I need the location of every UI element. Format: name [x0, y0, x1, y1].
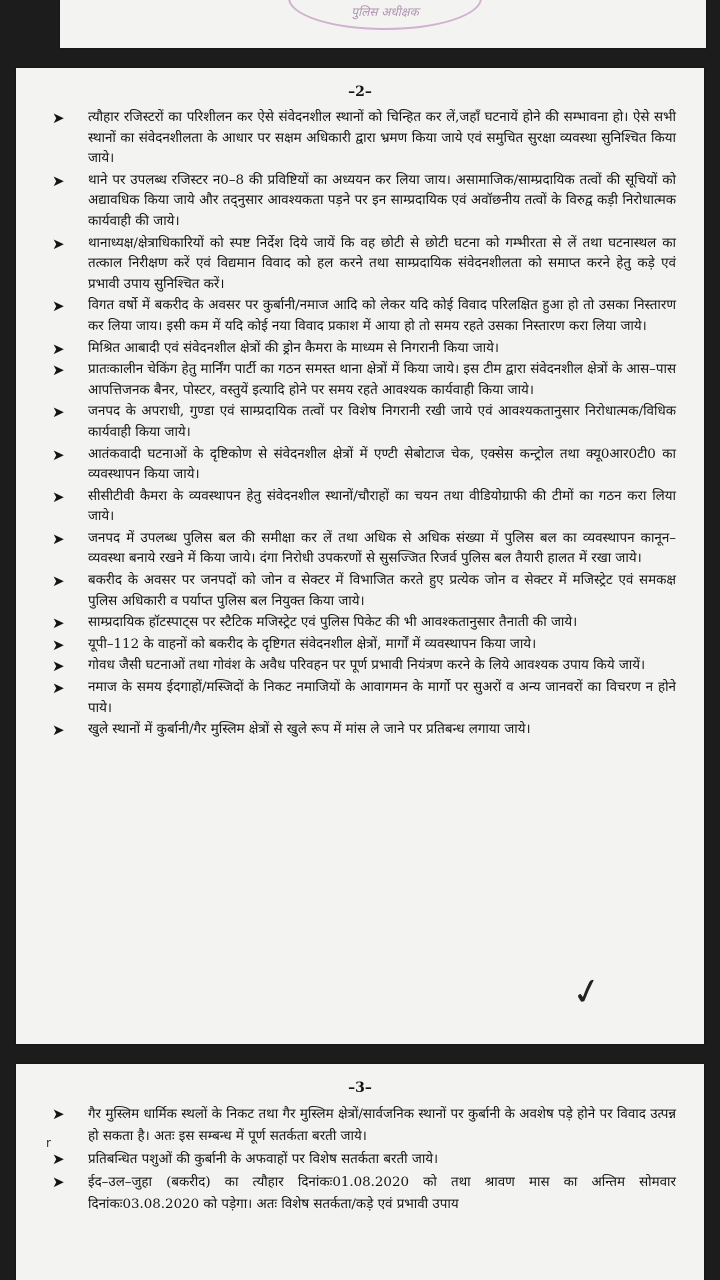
list-item [42, 1172, 676, 1216]
office-seal-stamp [288, 0, 482, 30]
arrow-bullet-icon: ➤ [52, 635, 65, 654]
seal-text: पुलिस अधीक्षक [351, 5, 419, 19]
list-item [42, 720, 676, 741]
list-item [42, 571, 676, 612]
previous-page-fragment [60, 0, 706, 48]
list-item [42, 1104, 676, 1148]
list-item-text: आतंकवादी घटनाओं के दृष्टिकोण से संवेदनशील क्षेत्रों में एण्टी सेबोटाज चेक, एक्सेस कन्ट्रोल तथा क्यू0आर0टी0 का व्यवस्थापन किया जाये। [88, 446, 676, 483]
list-item [42, 678, 676, 719]
list-item-text: साम्प्रदायिक हॉटस्पाट्स पर स्टैटिक मजिस्ट्रेट एवं पुलिस पिकेट की भी आवश्कतानुसार तैनाती की जाये। [88, 615, 578, 631]
arrow-bullet-icon: ➤ [52, 679, 65, 698]
arrow-bullet-icon: ➤ [52, 403, 65, 422]
list-item-text: बकरीद के अवसर पर जनपदों को जोन व सेक्टर में विभाजित करते हुए प्रत्येक जोन व सेक्टर में मजिस्ट्रेट एवं समकक्ष पुलिस अधिकारी व पर्याप्त पुलिस बल नियुक्त किया जाये। [88, 573, 676, 609]
arrow-bullet-icon: ➤ [52, 297, 65, 316]
arrow-bullet-icon: ➤ [52, 1150, 65, 1168]
list-item [42, 339, 676, 360]
list-item-text: थानाध्यक्ष/क्षेत्राधिकारियों को स्पष्ट निर्देश दिये जायें कि वह छोटी से छोटी घटना को गम्भीरता से लें तथा घटनास्थल का तत्काल निरीक्षण करें एवं विद्यमान विवाद को हल करने तथा साम्प्रदायिक संवेदनशीलता को समाप्त करने हेतु कड़े एवं प्रभावी उपाय सुनिश्चित करें। [88, 235, 676, 292]
arrow-bullet-icon: ➤ [52, 529, 65, 548]
margin-mark: r [46, 1136, 51, 1150]
document-page-3 [16, 1064, 704, 1280]
arrow-bullet-icon: ➤ [52, 1173, 65, 1191]
list-item [42, 234, 676, 296]
instruction-list [16, 108, 704, 741]
list-item-text: सीसीटीवी कैमरा के व्यवस्थापन हेतु संवेदनशील स्थानों/चौराहों का चयन तथा वीडियोग्राफी की टीमों का गठन करा लिया जाये। [88, 488, 676, 525]
signature-tick-mark: ✓ [568, 969, 607, 1016]
arrow-bullet-icon: ➤ [52, 572, 65, 591]
list-item [42, 656, 676, 677]
list-item-text: खुले स्थानों में कुर्बानी/गैर मुस्लिम क्षेत्रों से खुले रूप में मांस ले जाने पर प्रतिबन्ध लगाया जाये। [88, 722, 531, 738]
list-item-text: ईद–उल–जुहा (बकरीद) का त्यौहार दिनांकः01.08.2020 को तथा श्रावण मास का अन्तिम सोमवार दिनांकः03.08.2020 को पड़ेगा। अतः विशेष सतर्कता/कड़े एवं प्रभावी उपाय [88, 1175, 676, 1212]
list-item-text: नमाज के समय ईदगाहों/मस्जिदों के निकट नमाजियों के आवागमन के मार्गो पर सुअरों व अन्य जानवरों का विचरण न होने पाये। [88, 680, 676, 716]
list-item-text: जनपद में उपलब्ध पुलिस बल की समीक्षा कर लें तथा अधिक से अधिक संख्या में पुलिस बल का व्यवस्थापन कानून–व्यवस्था बनाये रखने में किया जाये। दंगा निरोधी उपकरणों से सुसज्जित रिजर्व पुलिस बल तैयारी हालत में रखा जाये। [88, 530, 676, 567]
list-item [42, 360, 676, 401]
arrow-bullet-icon: ➤ [52, 657, 65, 676]
list-item-text: प्रातःकालीन चेकिंग हेतु मार्निंग पार्टी का गठन समस्त थाना क्षेत्रों में किया जाये। इस टीम द्वारा संवेदनशील क्षेत्रों के आस–पास आपत्तिजनक बैनर, पोस्टर, वस्तुयें इत्यादि होने पर समय रहते आवश्यक कार्यवाही किया जाये। [88, 362, 676, 398]
arrow-bullet-icon: ➤ [52, 445, 65, 464]
list-item-text: विगत वर्षो में बकरीद के अवसर पर कुर्बानी/नमाज आदि को लेकर यदि कोई विवाद परिलक्षित हुआ हो तो उसका निस्तारण कर लिया जाय। इसी कम में यदि कोई नया विवाद प्रकाश में आया हो तो समय रहते उसका निस्तारण करा लिया जाये। [88, 298, 676, 334]
list-item [42, 613, 676, 634]
list-item [42, 171, 676, 233]
list-item-text: जनपद के अपराधी, गुण्डा एवं साम्प्रदायिक तत्वों पर विशेष निगरानी रखी जाये एवं आवश्यकतानुसार निरोधात्मक/विधिक कार्यवाही किया जाये। [88, 404, 676, 440]
list-item-text: गोवध जैसी घटनाओं तथा गोवंश के अवैध परिवहन पर पूर्ण प्रभावी नियंत्रण करने के लिये आवश्यक उपाय किये जायें। [88, 658, 646, 674]
list-item [42, 1149, 676, 1171]
list-item [42, 108, 676, 170]
arrow-bullet-icon: ➤ [52, 361, 65, 380]
list-item-text: त्यौहार रजिस्टरों का परिशीलन कर ऐसे संवेदनशील स्थानों को चिन्हित कर लें,जहाँ घटनायें होने की सम्भावना हो। ऐसे सभी स्थानों का संवेदनशीलता के आधार पर सक्षम अधिकारी द्वारा भ्रमण किया जाये एवं समुचित सुरक्षा व्यवस्था सुनिश्चित किया जाये। [88, 110, 676, 167]
list-item-text: थाने पर उपलब्ध रजिस्टर न0–8 की प्रविष्टियों का अध्ययन कर लिया जाय। असामाजिक/साम्प्रदायिक तत्वों की सूचियों को अद्यावधिक किया जाये और तद्नुसार आवश्यकता पड़ने पर इन साम्प्रदायिक एवं अवॉछनीय तत्वों के विरुद्व कड़ी निरोधात्मक कार्यवाही की जाये। [88, 172, 676, 229]
list-item [42, 296, 676, 337]
arrow-bullet-icon: ➤ [52, 721, 65, 740]
page-number: –3– [348, 1080, 372, 1096]
arrow-bullet-icon: ➤ [52, 109, 65, 127]
instruction-list [16, 1104, 704, 1216]
list-item-text: गैर मुस्लिम धार्मिक स्थलों के निकट तथा गैर मुस्लिम क्षेत्रों/सार्वजनिक स्थानों पर कुर्बानी के अवशेष पड़े होने पर विवाद उत्पन्न हो सकता है। अतः इस सम्बन्ध में पूर्ण सतर्कता बरती जाये। [88, 1107, 676, 1144]
document-page-2 [16, 68, 704, 1044]
arrow-bullet-icon: ➤ [52, 234, 65, 253]
list-item-text: प्रतिबन्धित पशुओं की कुर्बानी के अफवाहों पर विशेष सतर्कता बरती जाये। [88, 1152, 439, 1167]
page-number: –2– [348, 84, 372, 100]
list-item [42, 402, 676, 443]
arrow-bullet-icon: ➤ [52, 171, 65, 190]
list-item [42, 635, 676, 656]
list-item-text: यूपी–112 के वाहनों को बकरीद के दृष्टिगत संवेदनशील क्षेत्रों, मार्गों में व्यवस्थापन किया जाये। [88, 636, 537, 652]
arrow-bullet-icon: ➤ [52, 614, 65, 633]
arrow-bullet-icon: ➤ [52, 339, 65, 358]
list-item-text: मिश्रित आबादी एवं संवेदनशील क्षेत्रों की ड्रोन कैमरा के माध्यम से निगरानी किया जाये। [88, 340, 499, 356]
list-item [42, 445, 676, 486]
arrow-bullet-icon: ➤ [52, 487, 65, 506]
list-item [42, 487, 676, 528]
arrow-bullet-icon: ➤ [52, 1105, 65, 1123]
list-item [42, 529, 676, 570]
